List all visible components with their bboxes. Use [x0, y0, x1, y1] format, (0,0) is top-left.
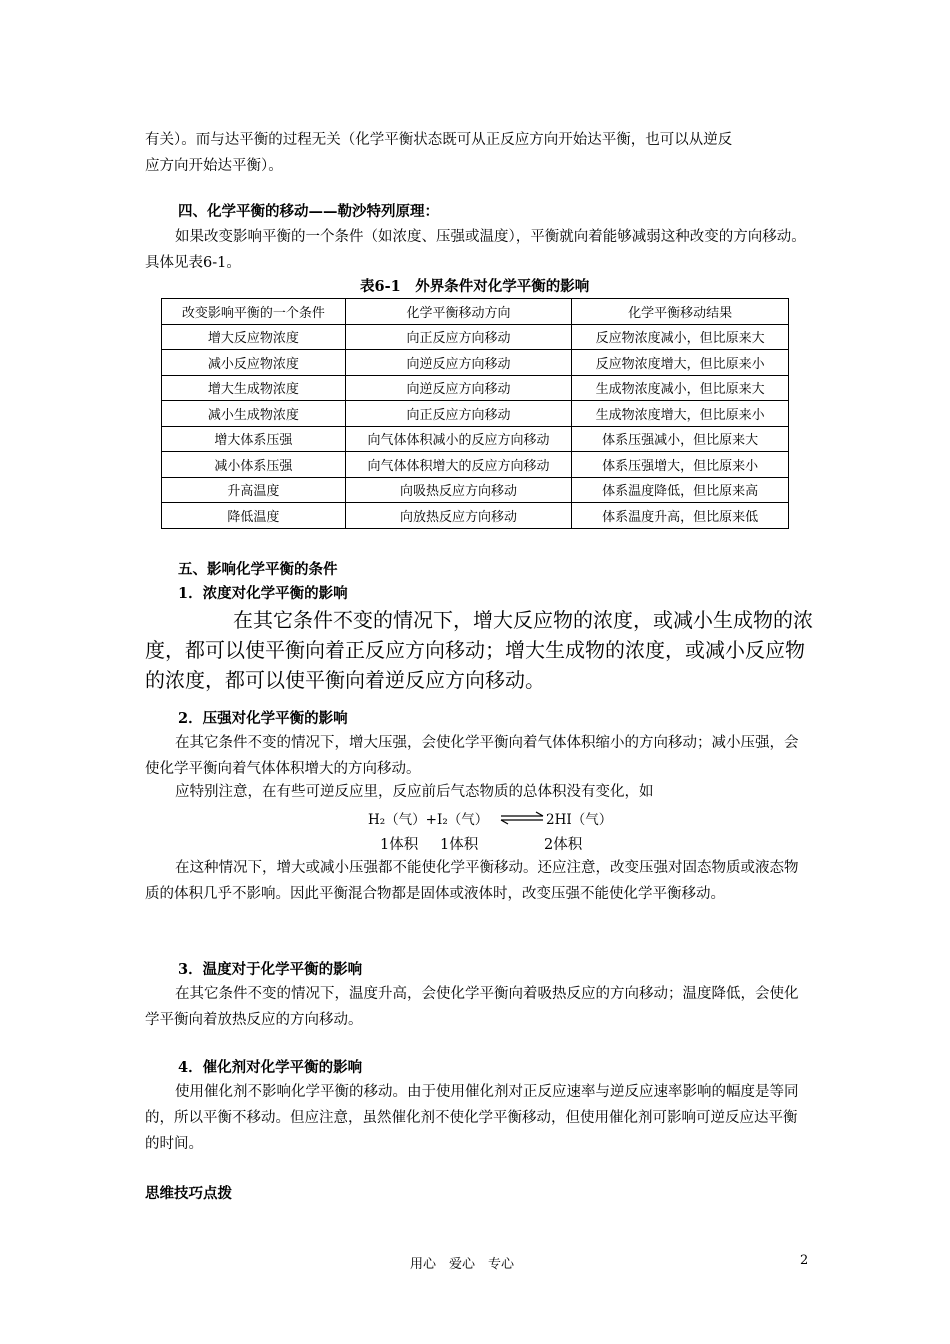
subsection-2-heading: 2．压强对化学平衡的影响 [178, 710, 348, 727]
table-row [162, 375, 789, 401]
concentration-paragraph: 在其它条件不变的情况下，增大反应物的浓度，或减小生成物的浓度，都可以使平衡向着正反应方向移动；增大生成物的浓度，或减小反应物的浓度，都可以使平衡向着逆反应方向移动。 [145, 608, 813, 692]
tips-heading: 思维技巧点拨 [145, 1185, 232, 1202]
intro-line-1: 有关）。而与达平衡的过程无关（化学平衡状态既可从正反应方向开始达平衡，也可以从逆反 [145, 132, 733, 148]
table-cell: 升高温度 [162, 477, 346, 503]
table-cell: 向气体体积增大的反应方向移动 [345, 452, 572, 478]
table-cell: 体系温度升高，但比原来低 [572, 503, 789, 529]
table-cell: 向正反应方向移动 [345, 401, 572, 427]
table-cell: 反应物浓度增大，但比原来小 [572, 350, 789, 376]
intro-line-2: 应方向开始达平衡）。 [145, 158, 283, 174]
table-cell: 改变影响平衡的一个条件 [162, 299, 346, 325]
table-cell: 向吸热反应方向移动 [345, 477, 572, 503]
footer-slogan: 用心 爱心 专心 [410, 1257, 515, 1272]
section-5-heading: 五、影响化学平衡的条件 [178, 561, 338, 578]
table-cell: 体系压强减小，但比原来大 [572, 426, 789, 452]
volume-h2: 1体积 [380, 837, 419, 853]
table-caption: 表6-1 外界条件对化学平衡的影响 [360, 278, 590, 295]
conditions-table [161, 298, 789, 529]
subsection-1-heading: 1．浓度对化学平衡的影响 [178, 585, 348, 602]
table-cell: 减小生成物浓度 [162, 401, 346, 427]
table-row [162, 324, 789, 350]
table-cell: 化学平衡移动方向 [345, 299, 572, 325]
table-cell: 降低温度 [162, 503, 346, 529]
volume-i2: 1体积 [440, 837, 479, 853]
volume-hi: 2体积 [544, 837, 583, 853]
pressure-paragraph-3: 在这种情况下，增大或减小压强都不能使化学平衡移动。还应注意，改变压强对固态物质或液态物质的体积几乎不影响。因此平衡混合物都是固体或液体时，改变压强不能使化学平衡移动。 [145, 860, 799, 902]
table-header-row [162, 299, 789, 325]
section-4-paragraph: 如果改变影响平衡的一个条件（如浓度、压强或温度），平衡就向着能够减弱这种改变的方向移动。具体见表6-1。 [145, 229, 806, 271]
table-cell: 生成物浓度减小，但比原来大 [572, 375, 789, 401]
pressure-paragraph-1: 在其它条件不变的情况下，增大压强，会使化学平衡向着气体体积缩小的方向移动；减小压强，会使化学平衡向着气体体积增大的方向移动。 [145, 735, 799, 777]
table-cell: 向逆反应方向移动 [345, 375, 572, 401]
table-row [162, 452, 789, 478]
table-cell: 向正反应方向移动 [345, 324, 572, 350]
catalyst-paragraph: 使用催化剂不影响化学平衡的移动。由于使用催化剂对正反应速率与逆反应速率影响的幅度是等同的，所以平衡不移动。但应注意，虽然催化剂不使化学平衡移动，但使用催化剂可影响可逆反应达平衡的时间。 [145, 1084, 799, 1152]
temperature-paragraph: 在其它条件不变的情况下，温度升高，会使化学平衡向着吸热反应的方向移动；温度降低，会使化学平衡向着放热反应的方向移动。 [145, 986, 799, 1028]
table-cell: 减小反应物浓度 [162, 350, 346, 376]
reversible-arrow-icon [500, 811, 544, 825]
table-row [162, 350, 789, 376]
table-cell: 增大反应物浓度 [162, 324, 346, 350]
table-cell: 增大体系压强 [162, 426, 346, 452]
table-cell: 减小体系压强 [162, 452, 346, 478]
table-cell: 向逆反应方向移动 [345, 350, 572, 376]
section-4-heading: 四、化学平衡的移动——勒沙特列原理： [178, 203, 439, 220]
table-cell: 体系温度降低，但比原来高 [572, 477, 789, 503]
subsection-4-heading: 4．催化剂对化学平衡的影响 [178, 1059, 363, 1076]
subsection-3-heading: 3．温度对于化学平衡的影响 [178, 961, 363, 978]
equation-reactants: H₂（气）+I₂（气） [368, 812, 489, 828]
table-cell: 向放热反应方向移动 [345, 503, 572, 529]
page-number: 2 [800, 1253, 809, 1268]
table-cell: 化学平衡移动结果 [572, 299, 789, 325]
table-row [162, 503, 789, 529]
table-row [162, 477, 789, 503]
table-row [162, 426, 789, 452]
pressure-paragraph-2: 应特别注意，在有些可逆反应里，反应前后气态物质的总体积没有变化，如 [175, 784, 654, 800]
table-cell: 反应物浓度减小，但比原来大 [572, 324, 789, 350]
table-row [162, 401, 789, 427]
table-cell: 体系压强增大，但比原来小 [572, 452, 789, 478]
equation-products: 2HI（气） [546, 812, 613, 828]
table-cell: 生成物浓度增大，但比原来小 [572, 401, 789, 427]
table-cell: 增大生成物浓度 [162, 375, 346, 401]
table-cell: 向气体体积减小的反应方向移动 [345, 426, 572, 452]
